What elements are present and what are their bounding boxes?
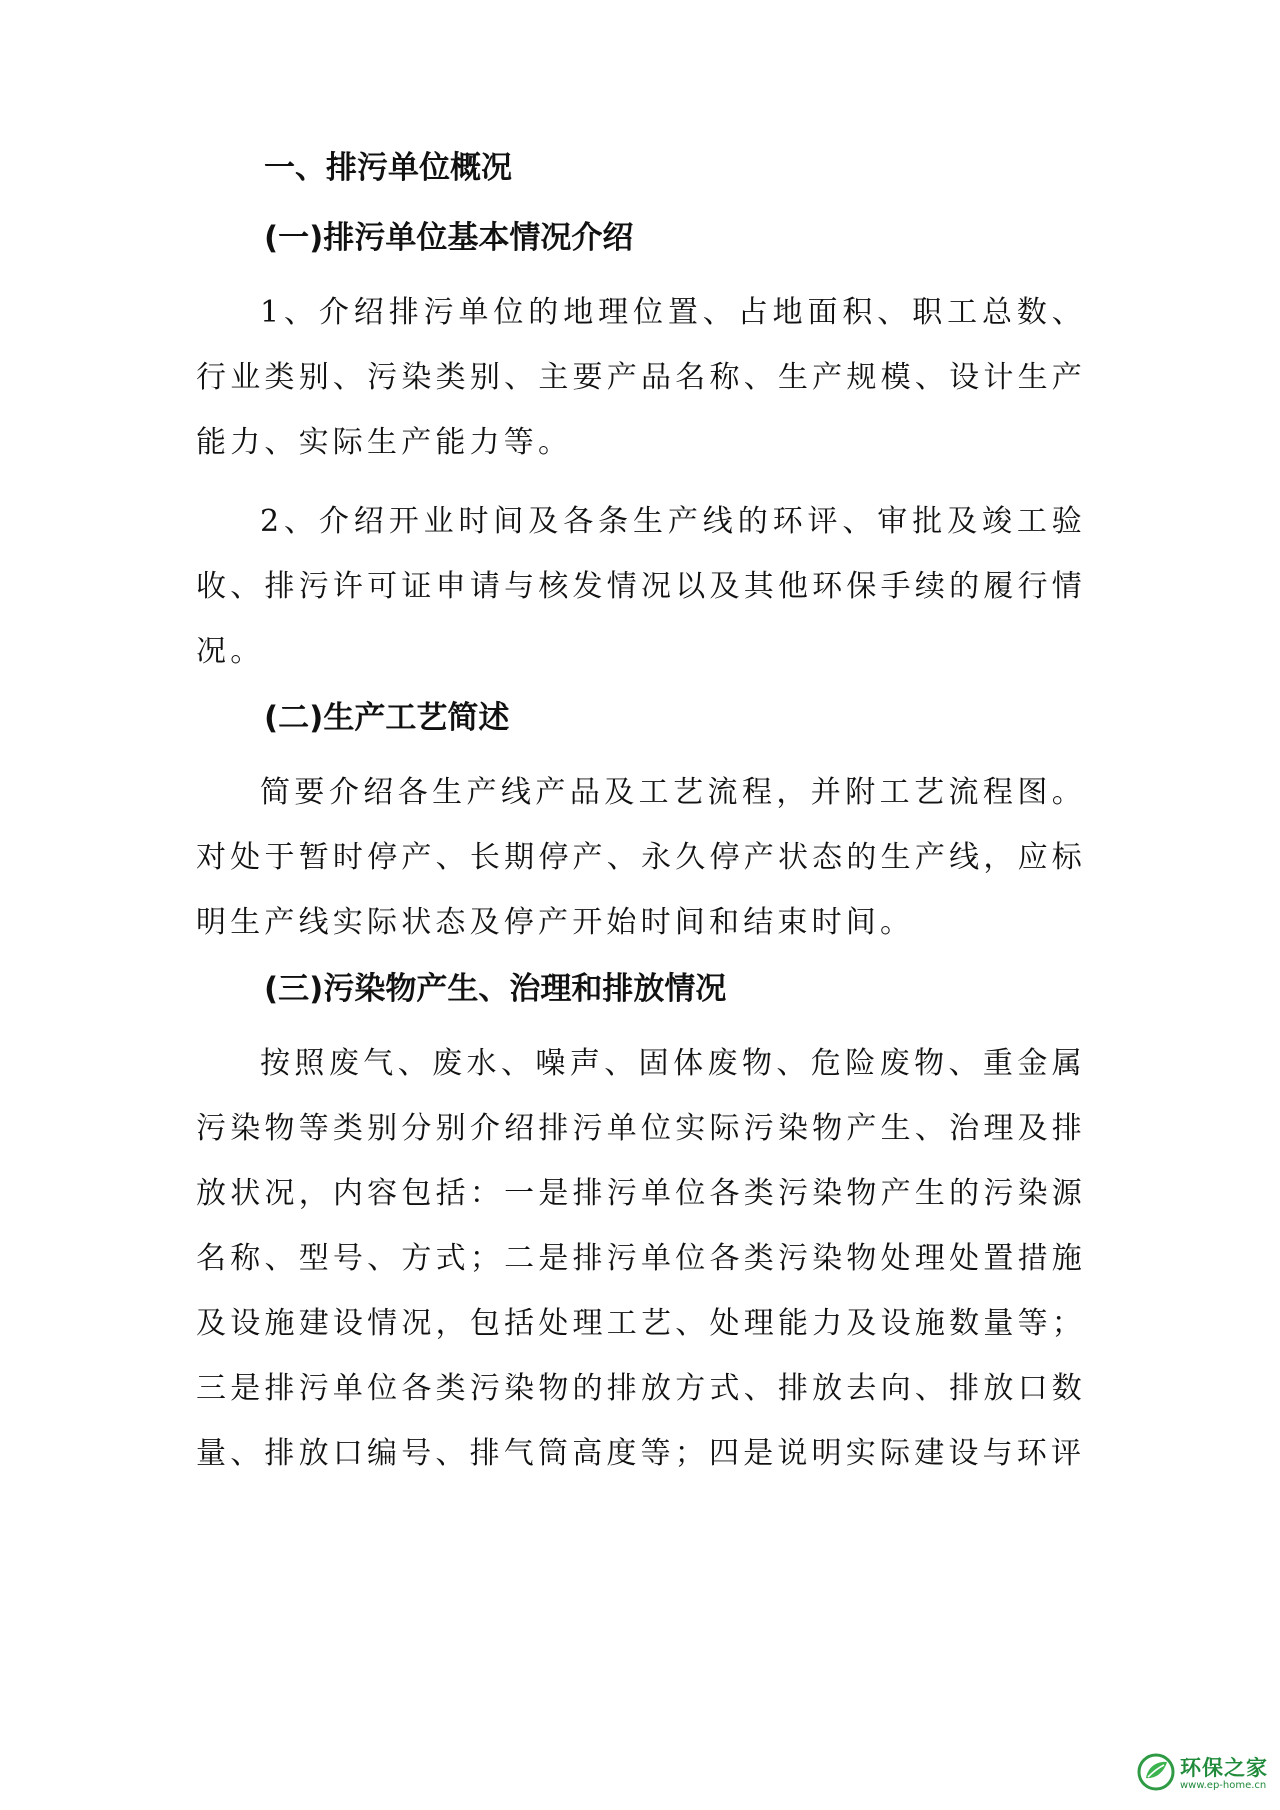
chapter-heading: 一、排污单位概况: [264, 150, 512, 186]
paragraph-location-info: 1、介绍排污单位的地理位置、占地面积、职工总数、行业类别、污染类别、主要产品名称、生产规模、设计生产能力、实际生产能力等。: [196, 295, 1086, 460]
section-heading-3: (三)污染物产生、治理和排放情况: [264, 971, 727, 1007]
document-content: [196, 148, 1086, 1500]
paragraph-pollutant-info: 按照废气、废水、噪声、固体废物、危险废物、重金属污染物等类别分别介绍排污单位实际污染物产生、治理及排放状况，内容包括：一是排污单位各类污染物产生的污染源名称、型号、方式；二是排污单位各类污染物处理处置措施及设施建设情况，包括处理工艺、处理能力及设施数量等；三是排污单位各类污染物的排放方式、排放去向、排放口数量、排放口编号、排气筒高度等；四是说明实际建设与环评: [196, 1046, 1086, 1471]
paragraph-process-info: 简要介绍各生产线产品及工艺流程，并附工艺流程图。对处于暂时停产、长期停产、永久停产状态的生产线，应标明生产线实际状态及停产开始时间和结束时间。: [196, 775, 1086, 940]
section-heading-1: (一)排污单位基本情况介绍: [264, 220, 634, 256]
section-heading-2: (二)生产工艺简述: [264, 700, 510, 736]
leaf-logo-icon: [1136, 1752, 1176, 1792]
paragraph-opening-info: 2、介绍开业时间及各条生产线的环评、审批及竣工验收、排污许可证申请与核发情况以及其他环保手续的履行情况。: [196, 504, 1086, 669]
watermark-name: 环保之家: [1180, 1756, 1268, 1780]
watermark-url: www.ep-home.cn: [1180, 1780, 1267, 1791]
watermark-logo: [1136, 1752, 1276, 1800]
